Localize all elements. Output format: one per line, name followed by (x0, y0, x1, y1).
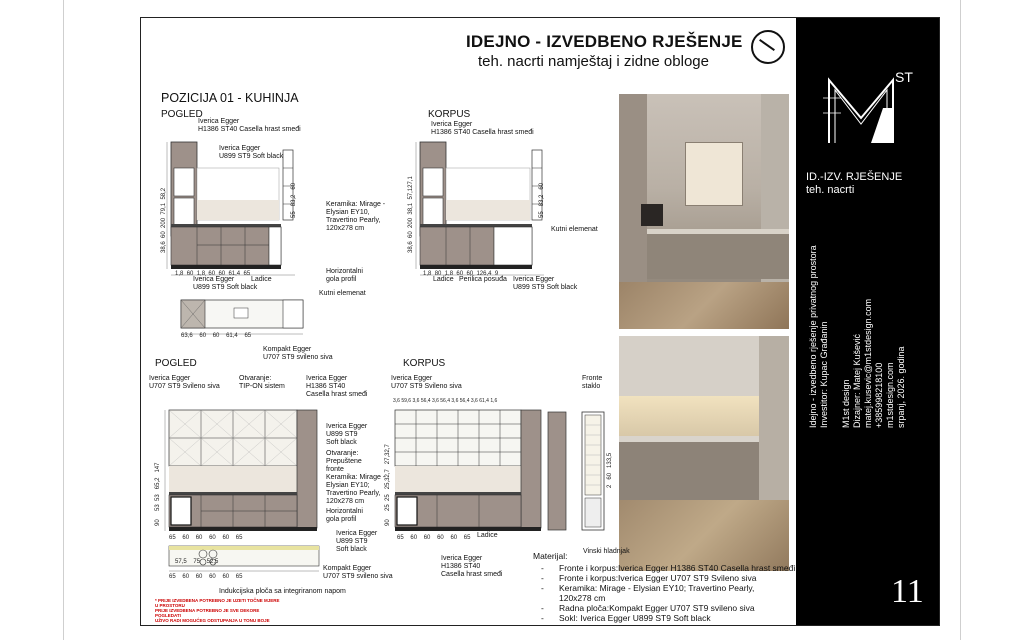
position-title: POZICIJA 01 - KUHINJA (161, 91, 299, 105)
dims-bottom-right-right: 2 60 133,5 (607, 452, 613, 488)
label-bl-7: Horizontalni gola profil (326, 508, 363, 523)
label-tl-3: Keramika: Mirage - Elysian EY10, Travertino Pearly, 120x278 cm (326, 201, 386, 232)
dims-bottom-right-side: 90 25 25 25,32,7 27,32,7 (385, 444, 391, 526)
dims-top-right-right: 55 83,2 60 (539, 182, 545, 218)
label-tl-5: Iverica Egger U899 ST9 Soft black (193, 276, 258, 291)
top-left-plan-drawing (179, 298, 309, 338)
material-item: 120x278 cm (559, 593, 606, 603)
sidebar-vertical-block (808, 245, 907, 428)
sidebar-line: +385998218100 (874, 362, 884, 428)
page-frame-right (960, 0, 961, 640)
dims-top-left-side: 38,6 60 200 79,1 58,2 (161, 187, 167, 253)
kitchen-render-photo-2 (619, 336, 789, 571)
sidebar-line: Idejno - izvedbeno rješenje privatnog prostora (808, 245, 818, 428)
dims-bottom-left-plan-bottom: 65 60 60 60 60 65 (169, 574, 243, 580)
sheet-subtitle: teh. nacrti namještaj i zidne obloge (478, 53, 709, 70)
material-item: - Keramika: Mirage - Elysian EY10; Travertino Pearly, (541, 583, 755, 593)
title-block-sidebar (796, 18, 939, 625)
label-bl-2: Otvaranje: TIP-ON sistem (239, 375, 285, 390)
section-bottom-left: POGLED (155, 358, 197, 369)
material-item: - Sokl: Iverica Egger U899 ST9 Soft black (541, 613, 711, 623)
label-tr-4: Perilica posuđa (459, 276, 507, 283)
label-tr-5: Iverica Egger U899 ST9 Soft black (513, 276, 578, 291)
label-tl-4: Horizontalni gola profil (326, 268, 363, 283)
label-bl-10: Indukcijska ploča sa integriranom napom (219, 588, 346, 595)
label-br-1: Iverica Egger U707 ST9 Svileno siva (391, 375, 462, 390)
label-bl-4: Iverica Egger U899 ST9 Soft black (326, 423, 368, 446)
label-tr-1: Iverica Egger H1386 ST40 Casella hrast smeđi (431, 121, 534, 136)
dims-top-left-right: 55 83,2 60 (291, 182, 297, 218)
compass-icon (751, 30, 785, 64)
sidebar-line (830, 245, 841, 428)
label-bl-6: Keramika: Mirage - Elysian EY10; Travertino Pearly, 120x278 cm (326, 474, 386, 505)
label-tl-6: Ladice (251, 276, 272, 283)
page-frame-left (63, 0, 64, 640)
material-item: - Fronte i korpus:Iverica Egger U707 ST9 Svileno siva (541, 573, 757, 583)
dims-top-left-plan: 63,6 60 60 61,4 65 (181, 333, 252, 339)
materials-list (541, 563, 795, 623)
label-bl-8: Iverica Egger U899 ST9 Soft black (336, 530, 378, 553)
wine-cooler-drawing (546, 408, 606, 543)
dims-bottom-right-bottom: 65 60 60 60 60 65 (397, 535, 471, 541)
label-bl-9: Kompakt Egger U707 ST9 svileno siva (323, 565, 393, 580)
material-item: - Radna ploča:Kompakt Egger U707 ST9 svileno siva (541, 603, 755, 613)
label-bl-5: Otvaranje: Prepuštene fronte (326, 450, 362, 473)
dims-bottom-right-top: 3,6 59,6 3,6 56,4 3,6 56,4 3,6 56,4 3,6 61,4 1,6 (393, 398, 498, 404)
red-note-5: UŽIVO RADI MOGUĆEG ODSTUPANJA U TONU BOJE (155, 618, 270, 623)
sheet-title: IDEJNO - IZVEDBENO RJEŠENJE (466, 32, 743, 51)
sidebar-line: matej.kusevic@m1stdesign.com (863, 298, 873, 428)
label-tl-2: Iverica Egger U899 ST9 Soft black (219, 145, 284, 160)
label-br-3: Ladice (477, 532, 498, 539)
section-top-right: KORPUS (428, 109, 471, 120)
drawing-sheet (140, 17, 940, 626)
dims-bottom-left-side: 90 53 53 65,2 147 (155, 462, 161, 526)
logo-superscript: ST (895, 69, 913, 85)
dims-top-right-bottom: 1,8 80 1,8 60 60 126,4 9 (423, 271, 499, 277)
sidebar-line: M1st design (841, 379, 851, 428)
dims-bottom-left-bottom: 65 60 60 60 60 65 (169, 535, 243, 541)
bottom-left-elevation-drawing (163, 408, 323, 543)
dims-top-right-side: 38,6 60 200 38,1 57,127,1 (408, 176, 414, 253)
page-number: 11 (891, 573, 924, 610)
label-br-5: Vinski hladnjak (583, 548, 630, 555)
sidebar-line: Investitor: Kupac Građanin (819, 321, 829, 428)
label-br-4: Iverica Egger H1386 ST40 Casella hrast smeđi (441, 555, 503, 578)
sidebar-line: m1stdesign.com (885, 362, 895, 428)
red-note-1: * PRIJE IZVEDBENA POTREBNO JE UZETI TOČNE MJERE (155, 598, 280, 603)
label-bl-3: Iverica Egger H1386 ST40 Casella hrast smeđi (306, 375, 368, 398)
label-tr-2: Kutni elemenat (551, 226, 598, 233)
dims-top-left-bottom: 1,8 60 1,8 60 60 61,4 65 (175, 271, 251, 277)
section-top-left: POGLED (161, 109, 203, 120)
red-notes (155, 598, 280, 623)
red-note-3: PRIJE IZVEDBENA POTREBNO JE SVE DEKORE (155, 608, 260, 613)
red-note-2: U PROSTORU (155, 603, 185, 608)
sidebar-line: srpanj, 2026. godina (896, 346, 906, 428)
bottom-right-korpus-drawing (391, 408, 551, 543)
top-right-korpus-drawing (406, 128, 556, 288)
label-tl-7: Kutni elemenat (319, 290, 366, 297)
sidebar-heading-2: teh. nacrti (806, 184, 855, 196)
section-bottom-right: KORPUS (403, 358, 446, 369)
label-br-2: Fronte staklo (582, 375, 603, 390)
label-bl-1: Iverica Egger U707 ST9 Svileno siva (149, 375, 220, 390)
materials-heading: Materijal: (533, 551, 568, 561)
kitchen-render-photo-1 (619, 94, 789, 329)
sidebar-line: Dizajner: Matej Kušević (852, 333, 862, 428)
m1st-logo (821, 68, 916, 148)
dims-bottom-left-plan: 57,5 75 52,5 (175, 559, 219, 565)
label-tr-3: Ladice (433, 276, 454, 283)
sidebar-heading-1: ID.-IZV. RJEŠENJE (806, 171, 903, 183)
label-tl-1: Iverica Egger H1386 ST40 Casella hrast smeđi (198, 118, 301, 133)
red-note-4: POGLEDATI (155, 613, 181, 618)
material-item: - Fronte i korpus:Iverica Egger H1386 ST40 Casella hrast smeđi (541, 563, 796, 573)
label-tl-8: Kompakt Egger U707 ST9 svileno siva (263, 346, 333, 361)
